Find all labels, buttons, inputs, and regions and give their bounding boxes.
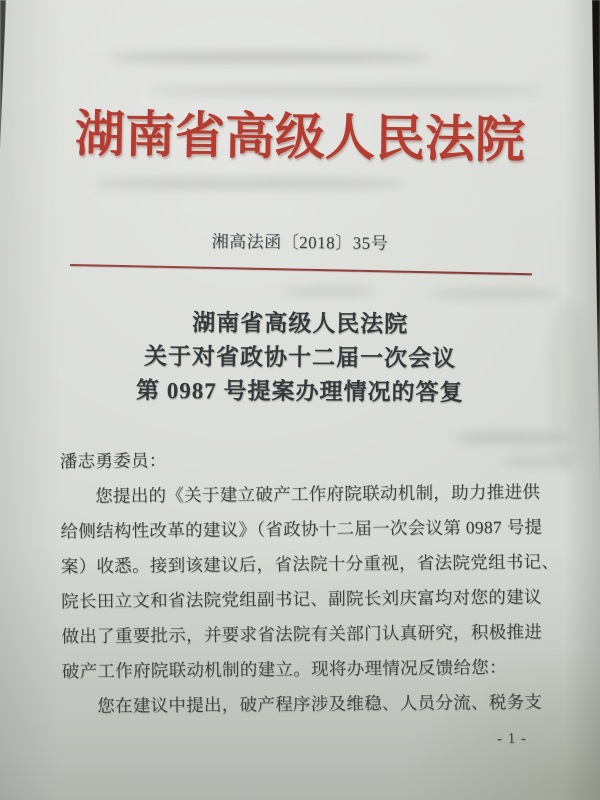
body-line: 给侧结构性改革的建议》（省政协十二届一次会议第 0987 号提 bbox=[60, 516, 543, 542]
document-title-line-2: 关于对省政协十二届一次会议 bbox=[143, 343, 457, 372]
bleed-through-smudge bbox=[95, 178, 405, 189]
body-line: 破产工作府院联动机制的建立。现将办理情况反馈给您： bbox=[61, 657, 507, 682]
document-body bbox=[59, 440, 560, 725]
body-line: 您提出的《关于建立破产工作府院联动机制，助力推进供 bbox=[95, 481, 541, 506]
document-title bbox=[0, 305, 600, 411]
salutation: 潘志勇委员： bbox=[59, 450, 167, 472]
document-title-line-1: 湖南省高级人民法院 bbox=[192, 310, 409, 337]
document-title-line-3: 第 0987 号提案办理情况的答复 bbox=[135, 377, 464, 406]
body-line: 做出了重要批示，并要求省法院有关部门认真研究，积极推进 bbox=[61, 621, 543, 647]
body-line: 您在建议中提出，破产程序涉及维稳、人员分流、税务支 bbox=[97, 691, 543, 716]
bleed-through-smudge bbox=[150, 86, 540, 96]
body-line: 案）收悉。接到该建议后，省法院十分重视，省法院党组书记、 bbox=[60, 551, 560, 577]
bleed-through-smudge bbox=[283, 287, 375, 296]
document-number: 湘高法函〔2018〕35号 bbox=[211, 232, 389, 253]
bleed-through-smudge bbox=[110, 52, 430, 63]
body-line: 院长田立文和省法院党组副书记、副院长刘庆富均对您的建议 bbox=[61, 586, 542, 612]
page-number: - 1 - bbox=[496, 730, 528, 748]
bleed-through-smudge bbox=[430, 289, 560, 298]
letterhead-court-name: 湖南省高级人民法院 bbox=[74, 105, 526, 169]
